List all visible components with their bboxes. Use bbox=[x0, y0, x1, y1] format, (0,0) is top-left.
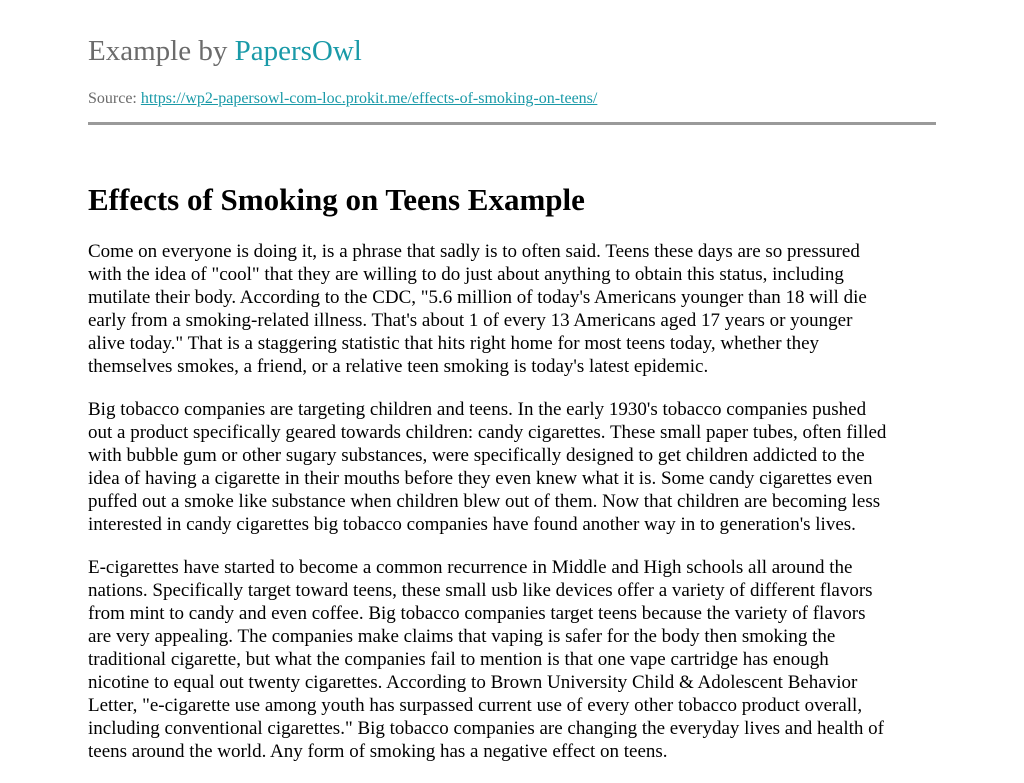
text-line: from mint to candy and even coffee. Big tobacco companies target teens because the variety of flavors bbox=[88, 603, 866, 624]
text-line: including conventional cigarettes." Big tobacco companies are changing the everyday lives and health of bbox=[88, 718, 884, 739]
text-line: traditional cigarette, but what the companies fail to mention is that one vape cartridge has enough bbox=[88, 649, 829, 670]
text-line: early from a smoking-related illness. That's about 1 of every 13 Americans aged 17 years or younger bbox=[88, 310, 853, 331]
text-line: out a product specifically geared towards children: candy cigarettes. These small paper tubes, often filled bbox=[88, 422, 887, 443]
text-line: with bubble gum or other sugary substances, were specifically designed to get children addicted to the bbox=[88, 445, 865, 466]
brand-prefix: Example by bbox=[88, 35, 235, 67]
text-line: with the idea of "cool" that they are willing to do just about anything to obtain this status, including bbox=[88, 264, 844, 285]
source-line bbox=[88, 89, 597, 109]
text-line: Come on everyone is doing it, is a phrase that sadly is to often said. Teens these days are so pressured bbox=[88, 241, 860, 262]
brand-name: PapersOwl bbox=[234, 35, 362, 67]
article-title: Effects of Smoking on Teens Example bbox=[88, 182, 585, 217]
text-line: interested in candy cigarettes big tobacco companies have found another way in to generation's lives. bbox=[88, 514, 856, 535]
text-line: are very appealing. The companies make claims that vaping is safer for the body then smoking the bbox=[88, 626, 836, 647]
paragraph-2 bbox=[88, 398, 936, 536]
text-line: E-cigarettes have started to become a common recurrence in Middle and High schools all around the bbox=[88, 557, 853, 578]
text-line: idea of having a cigarette in their mouths before they even knew what it is. Some candy cigarettes even bbox=[88, 468, 873, 489]
paragraph-3 bbox=[88, 556, 936, 763]
text-line: Big tobacco companies are targeting children and teens. In the early 1930's tobacco companies pushed bbox=[88, 399, 867, 420]
text-line: nicotine to equal out twenty cigarettes. According to Brown University Child & Adolescent Behavior bbox=[88, 672, 858, 693]
text-line: mutilate their body. According to the CDC, "5.6 million of today's Americans younger than 18 will die bbox=[88, 287, 867, 308]
header-divider bbox=[88, 122, 936, 125]
article-body bbox=[88, 240, 936, 783]
text-line: alive today." That is a staggering statistic that hits right home for most teens today, whether they bbox=[88, 333, 819, 354]
paragraph-1 bbox=[88, 240, 936, 378]
text-line: Letter, "e-cigarette use among youth has surpassed current use of every other tobacco product overall, bbox=[88, 695, 863, 716]
text-line: puffed out a smoke like substance when children blew out of them. Now that children are becoming less bbox=[88, 491, 881, 512]
source-label: Source: bbox=[88, 90, 141, 107]
text-line: teens around the world. Any form of smoking has a negative effect on teens. bbox=[88, 741, 668, 762]
source-link[interactable]: https://wp2-papersowl-com-loc.prokit.me/effects-of-smoking-on-teens/ bbox=[140, 90, 598, 107]
text-line: nations. Specifically target toward teens, these small usb like devices offer a variety of different flavors bbox=[88, 580, 873, 601]
text-line: themselves smokes, a friend, or a relative teen smoking is today's latest epidemic. bbox=[88, 356, 709, 377]
brand-heading bbox=[88, 33, 362, 69]
